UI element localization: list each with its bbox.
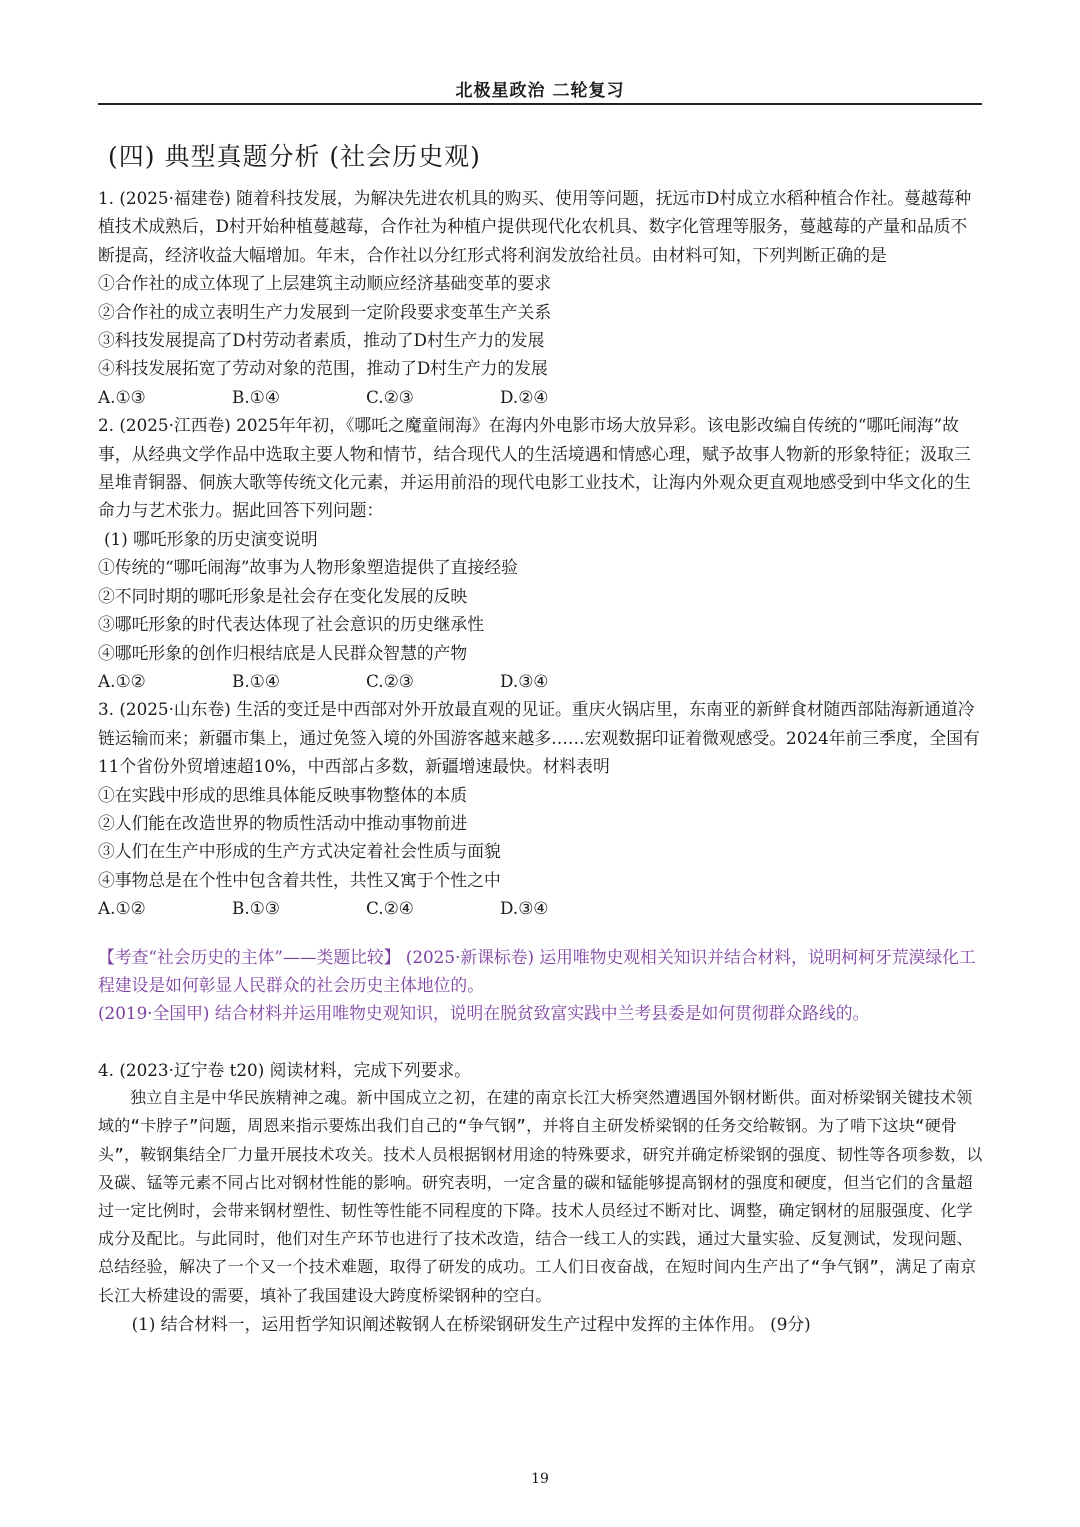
sub-question: (1) 结合材料一，运用哲学知识阐述鞍钢人在桥梁钢研发生产过程中发挥的主体作用。 (9分) — [131, 1313, 811, 1334]
answer-options — [98, 667, 984, 695]
page-number: 19 — [531, 1471, 549, 1487]
answer-options — [98, 894, 984, 922]
comparison-line-2: (2019·全国甲) 结合材料并运用唯物史观知识，说明在脱贫致富实践中兰考县委是如何贯彻群众路线的。 — [98, 1003, 870, 1024]
question-stem: 3. (2025·山东卷) 生活的变迁是中西部对外开放最直观的见证。重庆火锅店里，东南亚的新鲜食材随西部陆海新通道冷链运输而来；新疆市集上，通过免签入境的外国游客越来越多……宏观数据印证着微观感受。2024年前三季度，全国有11个省份外贸增速超10%，中西部占多数，新疆增速最快。材料表明 — [98, 699, 980, 777]
option-c: C.②③ — [366, 670, 414, 691]
statement-item: ④科技发展拓宽了劳动对象的范围，推动了D村生产力的发展 — [98, 358, 548, 379]
question-1 — [98, 184, 984, 411]
spacer — [98, 1028, 984, 1056]
option-d: D.②④ — [500, 386, 549, 407]
statement-item: ③科技发展提高了D村劳动者素质，推动了D村生产力的发展 — [98, 330, 545, 351]
question-4 — [98, 1056, 984, 1338]
answer-options — [98, 383, 984, 411]
question-stem: 4. (2023·辽宁卷 t20) 阅读材料，完成下列要求。 — [98, 1059, 471, 1080]
statement-item: ③哪吒形象的时代表达体现了社会意识的历史继承性 — [98, 614, 484, 635]
option-d: D.③④ — [500, 670, 549, 691]
comparison-block — [98, 943, 984, 1028]
statement-item: ③人们在生产中形成的生产方式决定着社会性质与面貌 — [98, 841, 501, 862]
option-a: A.①② — [98, 898, 146, 919]
option-b: B.①④ — [232, 670, 280, 691]
statement-item: ②合作社的成立表明生产力发展到一定阶段要求变革生产关系 — [98, 301, 552, 322]
comparison-line-1: 【考查“社会历史的主体”——类题比较】 (2025·新课标卷) 运用唯物史观相关知识并结合材料，说明柯柯牙荒漠绿化工程建设是如何彰显人民群众的社会历史主体地位的。 — [98, 946, 976, 995]
reading-material: 独立自主是中华民族精神之魂。新中国成立之初，在建的南京长江大桥突然遭遇国外钢材断供。面对桥梁钢关键技术领域的“卡脖子”问题，周恩来指示要炼出我们自己的“争气钢”，并将自主研发桥梁钢的任务交给鞍钢。为了啃下这块“硬骨头”，鞍钢集结全厂力量开展技术攻关。技术人员根据钢材用途的特殊要求，研究并确定桥梁钢的强度、韧性等各项参数，以及碳、锰等元素不同占比对钢材性能的影响。研究表明，一定含量的碳和锰能够提高钢材的强度和硬度，但当它们的含量超过一定比例时，会带来钢材塑性、韧性等性能不同程度的下降。技术人员经过不断对比、调整，确定钢材的屈服强度、化学成分及配比。与此同时，他们对生产环节也进行了技术改造，结合一线工人的实践，通过大量实验、反复测试，发现问题、总结经验，解决了一个又一个技术难题，取得了研发的成功。工人们日夜奋战，在短时间内生产出了“争气钢”，满足了南京长江大桥建设的需要，填补了我国建设大跨度桥梁钢种的空白。 — [98, 1088, 983, 1305]
question-2 — [98, 411, 984, 695]
option-c: C.②③ — [366, 386, 414, 407]
option-b: B.①④ — [232, 386, 280, 407]
statement-item: ④事物总是在个性中包含着共性，共性又寓于个性之中 — [98, 869, 501, 890]
option-a: A.①② — [98, 670, 146, 691]
option-a: A.①③ — [98, 386, 146, 407]
page-content — [98, 184, 984, 1338]
statement-item: ①在实践中形成的思维具体能反映事物整体的本质 — [98, 784, 468, 805]
header-divider — [98, 103, 982, 105]
question-stem: 2. (2025·江西卷) 2025年年初，《哪吒之魔童闹海》在海内外电影市场大放异彩。该电影改编自传统的“哪吒闹海”故事，从经典文学作品中选取主要人物和情节，结合现代人的生活境遇和情感心理，赋予故事人物新的形象特征；汲取三星堆青铜器、侗族大歌等传统文化元素，并运用前沿的现代电影工业技术，让海内外观众更直观地感受到中华文化的生命力与艺术张力。据此回答下列问题： — [98, 415, 971, 521]
sub-question: (1) 哪吒形象的历史演变说明 — [104, 528, 318, 549]
section-title: (四) 典型真题分析 (社会历史观) — [108, 142, 481, 171]
question-3 — [98, 695, 984, 922]
statement-item: ①合作社的成立体现了上层建筑主动顺应经济基础变革的要求 — [98, 273, 552, 294]
option-c: C.②④ — [366, 898, 414, 919]
page-header-title: 北极星政治 二轮复习 — [455, 81, 625, 101]
question-stem: 1. (2025·福建卷) 随着科技发展，为解决先进农机具的购买、使用等问题，抚远市D村成立水稻种植合作社。蔓越莓种植技术成熟后，D村开始种植蔓越莓，合作社为种植户提供现代化农机具、数字化管理等服务，蔓越莓的产量和品质不断提高，经济收益大幅增加。年末，合作社以分红形式将利润发放给社员。由材料可知，下列判断正确的是 — [98, 188, 972, 265]
option-b: B.①③ — [232, 898, 280, 919]
statement-item: ②不同时期的哪吒形象是社会存在变化发展的反映 — [98, 585, 468, 606]
statement-item: ②人们能在改造世界的物质性活动中推动事物前进 — [98, 812, 468, 833]
statement-item: ①传统的“哪吒闹海”故事为人物形象塑造提供了直接经验 — [98, 557, 518, 578]
option-d: D.③④ — [500, 898, 549, 919]
statement-item: ④哪吒形象的创作归根结底是人民群众智慧的产物 — [98, 642, 468, 663]
